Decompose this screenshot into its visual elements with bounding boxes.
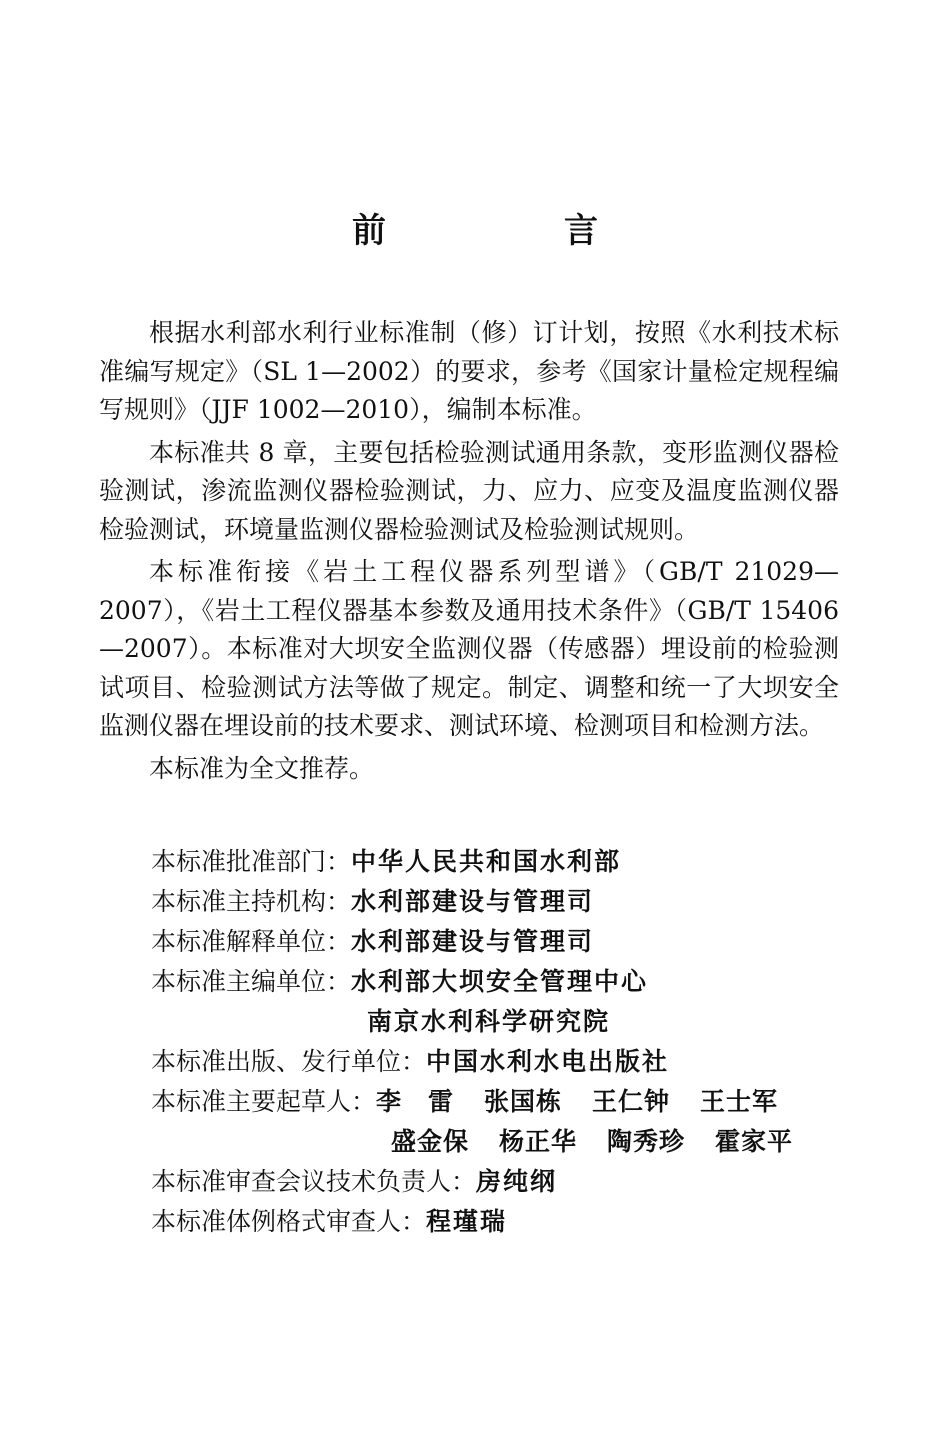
paragraph-1: 根据水利部水利行业标准制（修）订计划，按照《水利技术标准编写规定》（SL 1—2002）的要求，参考《国家计量检定规程编写规则》（JJF 1002—2010），编制本标准。: [99, 318, 839, 424]
editor-value-1: 水利部大坝安全管理中心: [351, 967, 649, 996]
interpret-value: 水利部建设与管理司: [351, 927, 595, 956]
paragraph-4: 本标准为全文推荐。: [149, 753, 375, 783]
drafter-name: 李 雷: [376, 1087, 455, 1116]
standard-info: [151, 842, 851, 1242]
paragraph-2: 本标准共 8 章，主要包括检验测试通用条款，变形监测仪器检验测试，渗流监测仪器检验测试，力、应力、应变及温度监测仪器检验测试，环境量监测仪器检验测试及检验测试规则。: [99, 437, 839, 544]
approval-label: 本标准批准部门：: [151, 847, 352, 876]
interpret-row: [151, 922, 851, 962]
editor-label: 本标准主编单位：: [151, 967, 352, 996]
drafter-name: 王仁钟: [592, 1087, 671, 1116]
host-label: 本标准主持机构：: [151, 887, 352, 916]
publisher-label: 本标准出版、发行单位：: [151, 1047, 427, 1076]
editor-value-2: 南京水利科学研究院: [367, 1007, 611, 1036]
drafters-row: [151, 1082, 851, 1122]
review-row: [151, 1162, 851, 1202]
review-label: 本标准审查会议技术负责人：: [151, 1167, 477, 1196]
preface-body: [99, 314, 839, 788]
drafter-name: 陶秀珍: [607, 1127, 686, 1156]
format-row: [151, 1202, 851, 1242]
page-title: 前 言: [352, 211, 670, 251]
drafter-name: 盛金保: [391, 1127, 470, 1156]
drafter-name: 杨正华: [499, 1127, 578, 1156]
format-value: 程瑾瑞: [426, 1207, 508, 1236]
review-value: 房纯纲: [476, 1167, 558, 1196]
publisher-row: [151, 1042, 851, 1082]
interpret-label: 本标准解释单位：: [151, 927, 352, 956]
publisher-value: 中国水利水电出版社: [426, 1047, 670, 1076]
drafters-list-1: [376, 1082, 808, 1122]
approval-row: [151, 842, 851, 882]
host-row: [151, 882, 851, 922]
drafter-name: 张国栋: [484, 1087, 563, 1116]
editor-row-2: [151, 1002, 851, 1042]
approval-value: 中华人民共和国水利部: [351, 847, 622, 876]
paragraph-3: 本标准衔接《岩土工程仪器系列型谱》（GB/T 21029—2007），《岩土工程仪器基本参数及通用技术条件》（GB/T 15406—2007）。本标准对大坝安全监测仪器（传感器）埋设前的检验测试项目、检验测试方法等做了规定。制定、调整和统一了大坝安全监测仪器在埋设前的技术要求、测试环境、检测项目和检测方法。: [99, 557, 839, 740]
drafters-list-2: [151, 1122, 823, 1162]
drafters-row-2: [151, 1122, 851, 1162]
drafter-name: 霍家平: [715, 1127, 794, 1156]
drafters-label: 本标准主要起草人：: [151, 1087, 377, 1116]
format-label: 本标准体例格式审查人：: [151, 1207, 427, 1236]
editor-row: [151, 962, 851, 1002]
host-value: 水利部建设与管理司: [351, 887, 595, 916]
drafter-name: 王士军: [700, 1087, 779, 1116]
